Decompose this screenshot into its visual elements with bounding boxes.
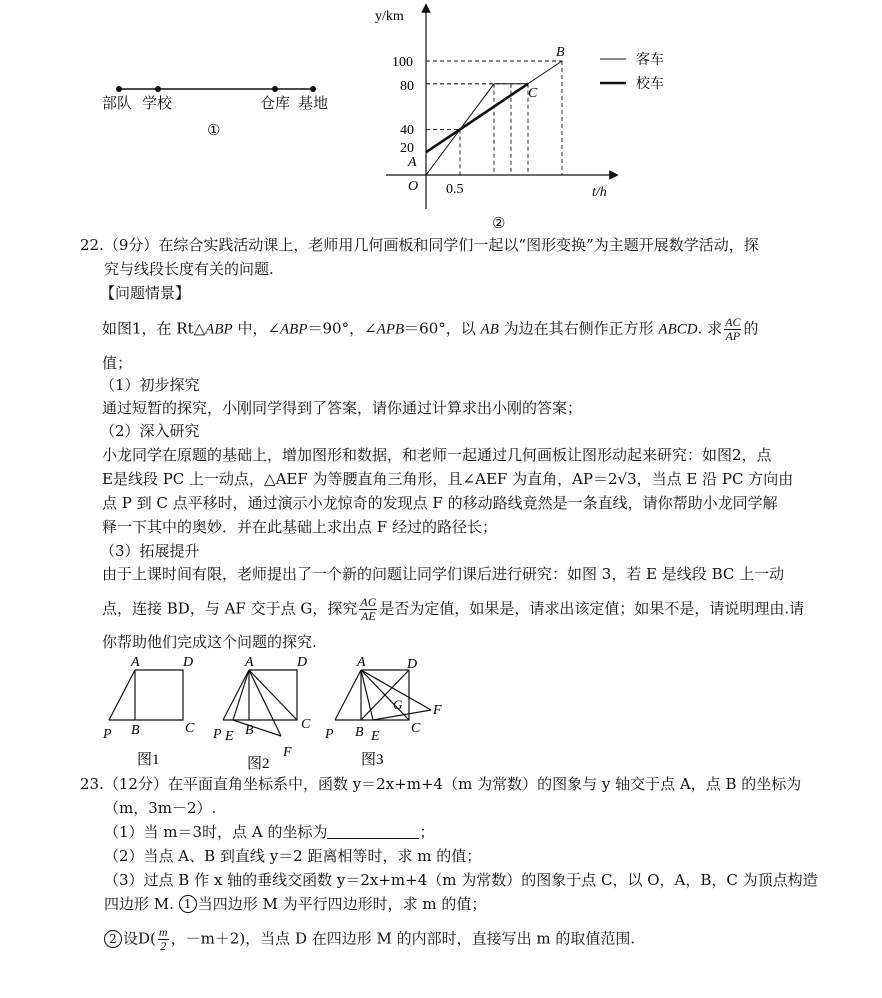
q22-sub1-text: 通过短暂的探究，小刚同学得到了答案，请你通过计算求出小刚的答案； (102, 399, 583, 417)
fig1-D: D (183, 655, 194, 670)
y-tick-100: 100 (392, 55, 413, 70)
fig2-P: P (213, 727, 222, 742)
q22-sub2-title: （2）深入研究 (100, 422, 200, 440)
fig1-C: C (185, 721, 195, 736)
geometry-figures (95, 652, 465, 772)
q22-sub2-text-4: 释一下其中的奥妙．并在此基础上求出点 F 经过的路径长； (102, 518, 497, 536)
fig1-B: B (131, 723, 140, 738)
figure-2-chart (370, 0, 690, 240)
legend-label-bus: 客车 (636, 53, 664, 68)
fig1-label-1: 部队 (102, 94, 133, 112)
circled-number-1: 1 (179, 895, 197, 913)
series-line-schoolbus (426, 84, 528, 152)
fig1-caption-geo: 图1 (137, 752, 160, 768)
fig3-A: A (357, 655, 366, 670)
point-label-C: C (528, 86, 538, 101)
fig3-caption-geo: 图3 (361, 752, 384, 768)
circled-number-2: 2 (104, 930, 122, 948)
q22-section-title: 【问题情景】 (100, 284, 191, 302)
fig2-B: B (245, 723, 254, 738)
x-tick-0.5: 0.5 (446, 182, 464, 197)
fig3-P: P (325, 727, 334, 742)
q23-line-4: （2）当点 A、B 到直线 y＝2 距离相等时，求 m 的值； (104, 847, 482, 865)
q22-sub2-text-3: 点 P 到 C 点平移时，通过演示小龙惊奇的发现点 F 的移动路线竟然是一条直线，请你帮助小龙同学解 (102, 494, 778, 512)
fig3-D: D (407, 657, 418, 672)
fig3-G: G (393, 697, 403, 712)
point-label-A: A (408, 155, 417, 170)
q22-sub3-title: （3）拓展提升 (100, 542, 200, 560)
answer-blank[interactable] (327, 824, 419, 839)
fraction-m-2: $\frac{m}{2}$ (158, 925, 168, 953)
q22-head: 22.（9分）在综合实践活动课上，老师用几何画板和同学们一起以“图形变换”为主题开展数学活动，探 (80, 236, 759, 254)
fig3-F: F (433, 703, 442, 718)
fig2-C: C (301, 717, 311, 732)
fig2-caption-geo: 图2 (247, 756, 270, 772)
y-tick-20: 20 (400, 141, 414, 156)
fig2-A: A (245, 655, 254, 670)
chart-caption: ② (492, 216, 506, 232)
q22-sub3-text-1: 由于上课时间有限，老师提出了一个新的问题让同学们课后进行研究：如图 3，若 E 是线段 BC 上一动 (102, 565, 785, 583)
fig1-label-3: 仓库 (260, 94, 291, 112)
y-axis-label: y/km (375, 9, 404, 24)
series-line-bus (426, 61, 562, 175)
geo-figure-1 (109, 670, 183, 720)
fig3-B: B (355, 725, 364, 740)
q22-head-2: 究与线段长度有关的问题. (104, 260, 274, 278)
y-tick-80: 80 (400, 79, 414, 94)
y-tick-40: 40 (400, 123, 414, 138)
q22-sub3-text-3: 你帮助他们完成这个问题的探究. (102, 633, 317, 651)
q22-sub1-title: （1）初步探究 (100, 376, 200, 394)
geo-figure-2 (223, 670, 297, 736)
q22-problem-line-1: 如图1，在 Rt△ABP 中，∠ABP＝90°，∠APB＝60°，以 AB 为边在其右侧作正方形 ABCD. 求 $\frac{AC}{AP}$ 的 (102, 315, 759, 343)
fraction-ac-ap: $\frac{AC}{AP}$ (725, 315, 741, 343)
q22-sub2-text-1: 小龙同学在原题的基础上，增加图形和数据，和老师一起通过几何画板让图形动起来研究：如图2，点 (102, 446, 772, 464)
q23-line-6: 四边形 M. 1 当四边形 M 为平行四边形时，求 m 的值； (104, 895, 487, 913)
fig1-P: P (103, 727, 112, 742)
fig3-E: E (371, 729, 380, 744)
origin-label: O (408, 179, 419, 194)
fraction-ag-ae: $\frac{AG}{AE}$ (360, 595, 377, 623)
q22-sub3-text-2: 点，连接 BD，与 AF 交于点 G，探究 $\frac{AG}{AE}$ 是否为定值，如果是，请求出该定值；如果不是，请说明理由.请 (102, 595, 805, 623)
legend-label-schoolbus: 校车 (636, 77, 664, 92)
fig1-label-4: 基地 (298, 94, 329, 112)
fig2-E: E (225, 729, 234, 744)
q23-line-2: （m，3m－2）. (104, 799, 217, 817)
point-label-B: B (556, 45, 565, 60)
fig3-C: C (411, 721, 421, 736)
geo-figure-3 (335, 670, 431, 720)
q23-line-5: （3）过点 B 作 x 轴的垂线交函数 y＝2x+m+4（m 为常数）的图象于点 C，以 O，A，B，C 为顶点构造 (104, 871, 818, 889)
fig1-label-2: 学校 (142, 94, 173, 112)
q23-line-7: 2 设D( $\frac{m}{2}$ ，－m＋2)，当点 D 在四边形 M 的内部时，直接写出 m 的取值范围. (104, 926, 635, 953)
fig2-F: F (283, 745, 292, 760)
q23-line-1: 23.（12分）在平面直角坐标系中，函数 y＝2x+m+4（m 为常数）的图象与 y 轴交于点 A，点 B 的坐标为 (80, 775, 802, 793)
fig1-A: A (131, 655, 140, 670)
fig2-D: D (297, 655, 308, 670)
q23-line-3: （1）当 m＝3时，点 A 的坐标为 ； (104, 823, 435, 841)
x-axis-label: t/h (592, 185, 607, 200)
fig1-caption: ① (207, 121, 221, 139)
q22-problem-line-2: 值； (102, 354, 133, 372)
q22-sub2-text-2: E是线段 PC 上一动点，△AEF 为等腰直角三角形，且∠AEF 为直角，AP＝2√3，当点 E 沿 PC 方向由 (102, 470, 794, 488)
